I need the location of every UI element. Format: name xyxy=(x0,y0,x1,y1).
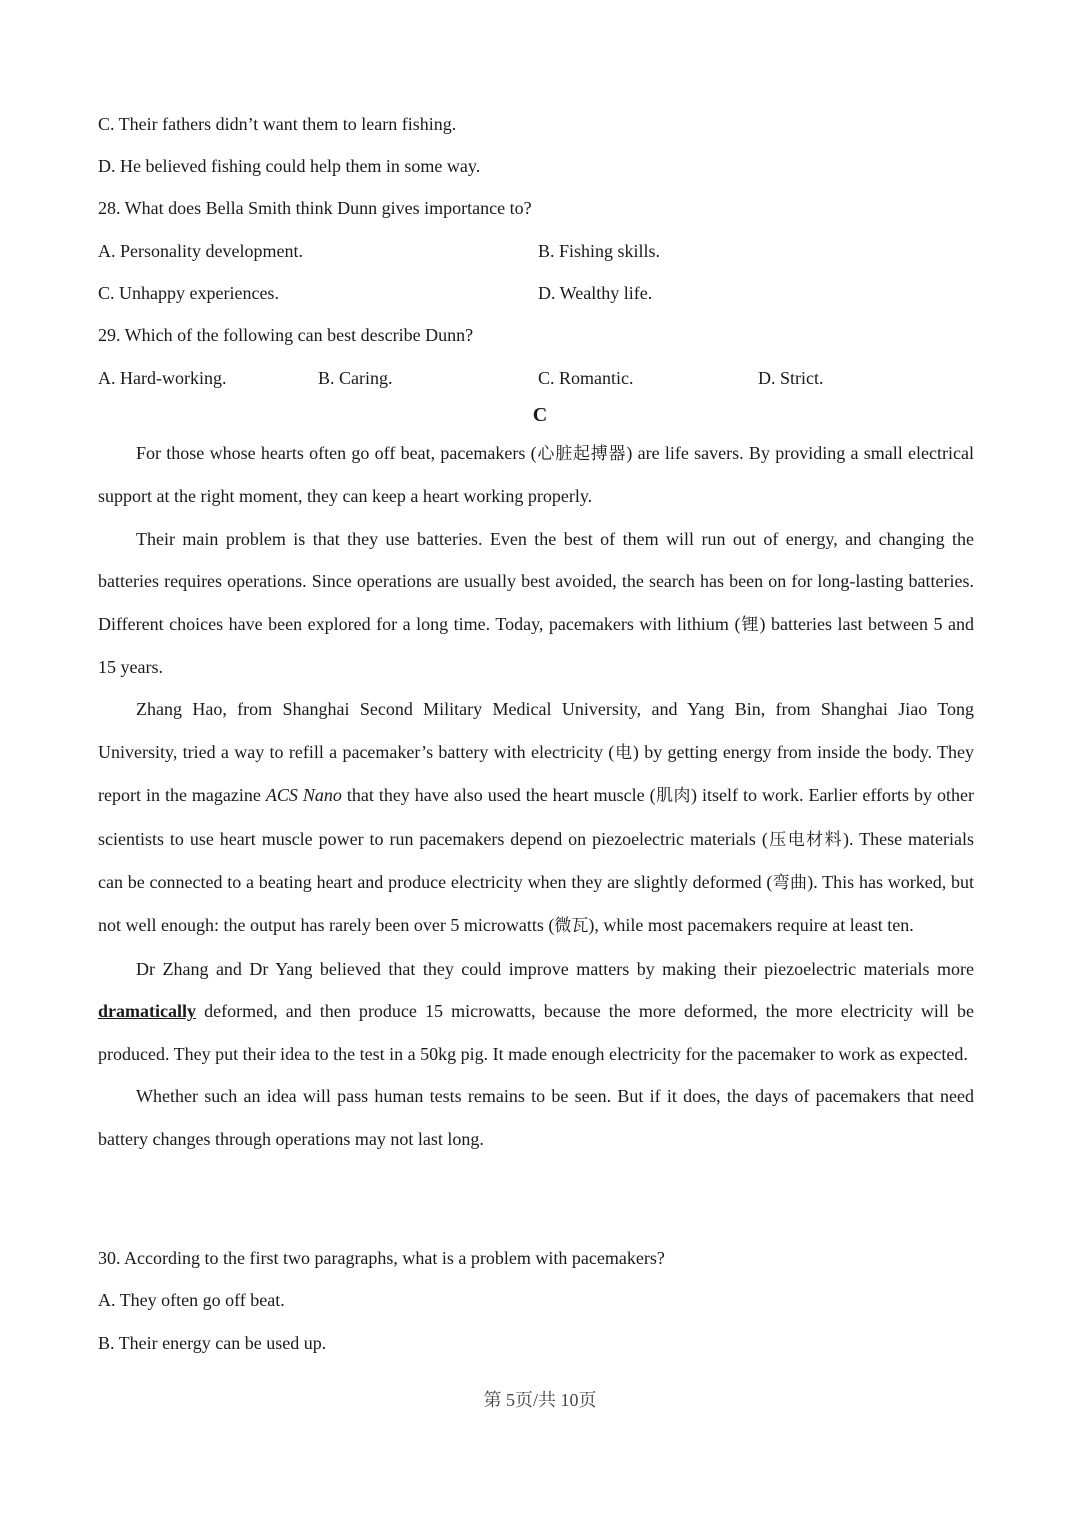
paragraph-text: ), while most pacemakers require at least ten. xyxy=(588,915,914,936)
paragraph-text: ) batteries last between 5 and 15 years. xyxy=(98,613,974,678)
chinese-gloss: 锂 xyxy=(740,614,760,635)
q28-option-b: B. Fishing skills. xyxy=(538,241,661,261)
q27-option-d: D. He believed fishing could help them in some way. xyxy=(98,156,481,176)
passage-paragraph-2 xyxy=(98,518,974,689)
q28-question: 28. What does Bella Smith think Dunn gives importance to? xyxy=(98,198,532,218)
q30-question: 30. According to the first two paragraphs, what is a problem with pacemakers? xyxy=(98,1248,665,1268)
paragraph-text: For those whose hearts often go off beat, pacemakers ( xyxy=(136,443,537,463)
chinese-gloss: 微瓦 xyxy=(554,916,589,937)
passage-paragraph-1 xyxy=(98,432,974,518)
magazine-title: ACS Nano xyxy=(265,785,342,806)
chinese-gloss: 心脏起搏器 xyxy=(536,444,627,464)
passage-paragraph-5 xyxy=(98,1075,974,1160)
chinese-gloss: 压电材料 xyxy=(767,829,844,850)
q29-option-d: D. Strict. xyxy=(758,368,824,388)
q28-option-d: D. Wealthy life. xyxy=(538,283,653,303)
paragraph-text: ) itself to work. Earlier efforts by other scientists to use heart muscle power to run pacemakers depend on piezoelectric materials ( xyxy=(98,785,974,849)
passage-paragraph-3 xyxy=(98,688,974,947)
q28-option-a: A. Personality development. xyxy=(98,241,303,261)
paragraph-text: Whether such an idea will pass human tests remains to be seen. But if it does, the days of pacemakers that need battery changes through operations may not last long. xyxy=(98,1086,974,1149)
paragraph-text: Their main problem is that they use batteries. Even the best of them will run out of energy, and changing the batteries requires operations. Since operations are usually best avoided, the search has been on for long-lasting batteries. Different choices have been explored for a long time. Today, pacemakers with lithium ( xyxy=(98,528,974,634)
q27-option-c: C. Their fathers didn’t want them to learn fishing. xyxy=(98,114,457,134)
chinese-gloss: 弯曲 xyxy=(772,873,808,894)
q28-option-c: C. Unhappy experiences. xyxy=(98,283,279,303)
chinese-gloss: 电 xyxy=(614,742,633,763)
q29-question: 29. Which of the following can best describe Dunn? xyxy=(98,325,474,345)
paragraph-text: ). This has worked, but not well enough: the output has rarely been over 5 microwatts ( xyxy=(98,872,974,936)
q29-option-c: C. Romantic. xyxy=(538,368,634,388)
paragraph-text: ) by getting energy from inside the body. They report in the magazine xyxy=(98,741,975,806)
q30-option-b: B. Their energy can be used up. xyxy=(98,1333,327,1353)
passage-c xyxy=(98,432,974,1160)
underlined-keyword: dramatically xyxy=(98,1001,196,1022)
paragraph-text: that they have also used the heart muscle ( xyxy=(341,785,656,806)
q30-option-a: A. They often go off beat. xyxy=(98,1290,285,1310)
q29-option-b: B. Caring. xyxy=(318,368,393,388)
paragraph-text: ) are life savers. By providing a small electrical support at the right moment, they can keep a heart working properly. xyxy=(98,443,974,507)
page-number-footer: 第 5页/共 10页 xyxy=(483,1390,597,1410)
chinese-gloss: 肌肉 xyxy=(655,786,692,807)
section-c-heading: C xyxy=(532,404,548,426)
paragraph-text: Zhang Hao, from Shanghai Second Military Medical University, and Yang Bin, from Shanghai Jiao Tong University, tried a way to refill a pacemaker’s battery with electricity ( xyxy=(98,699,974,762)
paragraph-text: ). These materials can be connected to a beating heart and produce electricity when they are slightly deformed ( xyxy=(98,828,974,893)
q29-option-a: A. Hard-working. xyxy=(98,368,227,388)
passage-paragraph-4 xyxy=(98,948,974,1075)
paragraph-text: Dr Zhang and Dr Yang believed that they could improve matters by making their piezoelectric materials more xyxy=(136,958,974,979)
paragraph-text: deformed, and then produce 15 microwatts, because the more deformed, the more electricity will be produced. They put their idea to the test in a 50kg pig. It made enough electricity for the pacemaker to work as expected. xyxy=(98,1001,974,1064)
